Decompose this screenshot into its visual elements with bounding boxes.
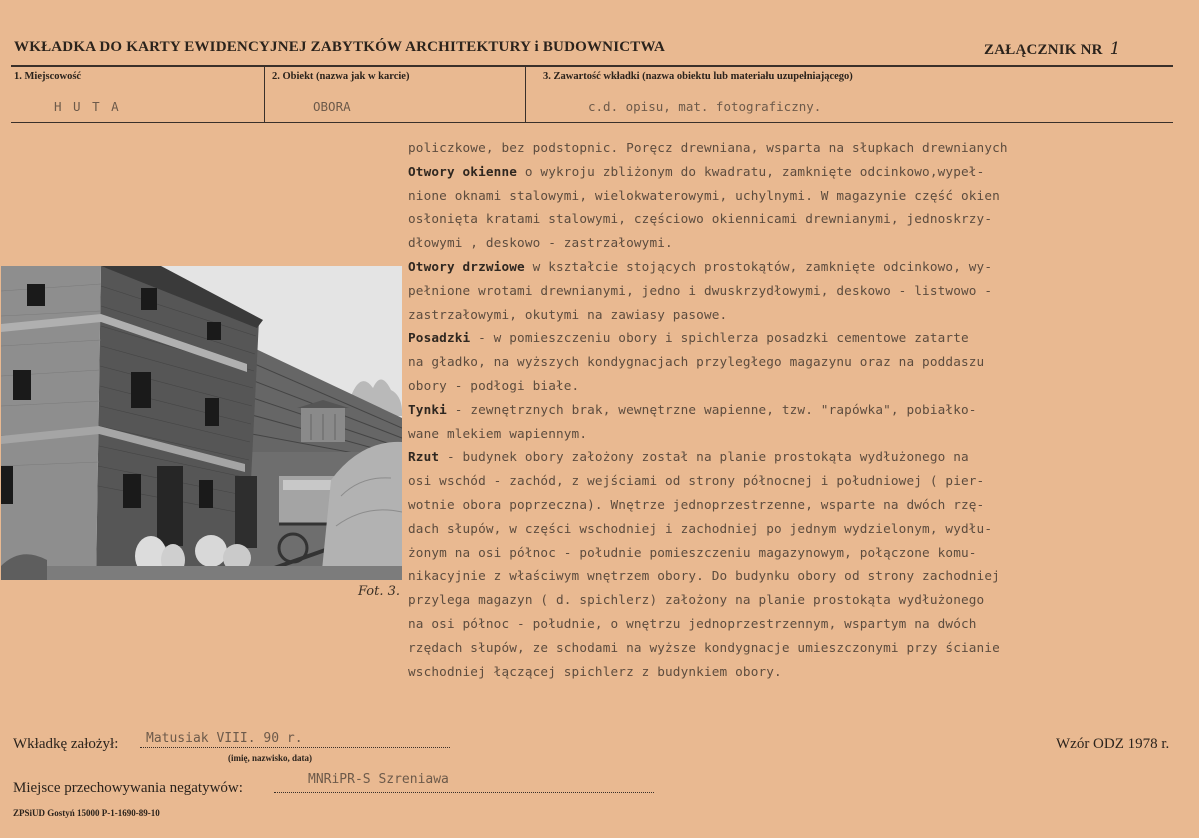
- line-text: pełnione wrotami drewnianymi, jedno i dwuskrzydłowymi, deskowo - listwowo -: [408, 282, 993, 298]
- negatives-value: MNRiPR-S Szreniawa: [308, 772, 449, 787]
- line-text: osłonięta kratami stalowymi, częściowo okiennicami drewnianymi, jednoskrzy-: [408, 211, 993, 227]
- fields-bottom-rule: [11, 122, 1173, 123]
- field-divider-1: [264, 66, 265, 123]
- line-text: na gładko, na wyższych kondygnacjach przyległego magazynu oraz na poddaszu: [408, 354, 985, 370]
- description-line: [408, 303, 1184, 327]
- locality-label: 1. Miejscowość: [14, 71, 82, 82]
- description-line: [408, 612, 1184, 636]
- description-line: [408, 493, 1184, 517]
- form-title: WKŁADKA DO KARTY EWIDENCYJNEJ ZABYTKÓW ARCHITEKTURY i BUDOWNICTWA: [14, 39, 666, 55]
- section-heading: Otwory drzwiowe: [408, 258, 525, 274]
- line-text: rzędach słupów, ze schodami na wyższe kondygnacje umieszczonymi przy ścianie: [408, 639, 1000, 655]
- section-heading: Tynki: [408, 401, 447, 417]
- negatives-dotted-line: [274, 792, 654, 793]
- description-line: [408, 350, 1184, 374]
- building-photo: [1, 266, 402, 580]
- description-line: [408, 445, 1184, 469]
- description-line: [408, 660, 1184, 684]
- description-line: [408, 469, 1184, 493]
- author-hint: (imię, nazwisko, data): [228, 753, 312, 763]
- line-text: policzkowe, bez podstopnic. Poręcz drewniana, wsparta na słupkach drewnianych: [408, 140, 1008, 155]
- section-heading: Rzut: [408, 449, 440, 465]
- line-text: o wykroju zbliżonym do kwadratu, zamknięte odcinkowo,wypeł-: [517, 163, 985, 179]
- description-line: [408, 636, 1184, 660]
- description-line: [408, 398, 1184, 422]
- description-line: [408, 541, 1184, 565]
- line-text: - w pomieszczeniu obory i spichlerza posadzki cementowe zatarte: [470, 330, 969, 346]
- line-text: na osi północ - południe, o wnętrzu jednoprzestrzennym, wspartym na dwóch: [408, 615, 977, 631]
- description-line: [408, 326, 1184, 350]
- header-rule: [11, 65, 1173, 67]
- description-text: [408, 136, 1184, 683]
- photo-caption: Fot. 3.: [358, 584, 401, 599]
- attachment-label: [984, 39, 1121, 59]
- author-label: Wkładkę założył:: [13, 736, 119, 752]
- line-text: dłowymi , deskowo - zastrzałowymi.: [408, 235, 673, 251]
- section-heading: Otwory okienne: [408, 163, 518, 179]
- object-label: 2. Obiekt (nazwa jak w karcie): [272, 71, 410, 82]
- line-text: w kształcie stojących prostokątów, zamknięte odcinkowo, wy-: [524, 258, 993, 274]
- description-line: [408, 564, 1184, 588]
- author-value: Matusiak VIII. 90 r.: [146, 731, 303, 746]
- negatives-label: Miejsce przechowywania negatywów:: [13, 780, 243, 796]
- attachment-number: 1: [1109, 39, 1121, 59]
- locality-value: H U T A: [54, 99, 121, 114]
- line-text: dach słupów, w części wschodniej i zachodniej po jednym wydzielonym, wydłu-: [408, 520, 993, 536]
- line-text: - zewnętrznych brak, wewnętrzne wapienne, tzw. "rapówka", pobiałko-: [446, 401, 977, 417]
- line-text: osi wschód - zachód, z wejściami od strony północnej i południowej ( pier-: [408, 473, 985, 489]
- barn-photo-illustration: [1, 266, 402, 580]
- description-line: [408, 160, 1184, 184]
- line-text: nikacyjnie z właściwym wnętrzem obory. Do budynku obory od strony zachodniej: [408, 568, 1000, 584]
- description-line: [408, 207, 1184, 231]
- description-line: [408, 422, 1184, 446]
- content-label: 3. Zawartość wkładki (nazwa obiektu lub materiału uzupełniającego): [543, 71, 853, 82]
- description-line: [408, 588, 1184, 612]
- line-text: wane mlekiem wapiennym.: [408, 425, 588, 441]
- line-text: zastrzałowymi, okutymi na zawiasy pasowe.: [408, 306, 728, 322]
- object-value: OBORA: [313, 99, 351, 114]
- line-text: obory - podłogi białe.: [408, 377, 580, 393]
- description-line: [408, 136, 1184, 160]
- description-line: [408, 184, 1184, 208]
- field-divider-2: [525, 66, 526, 123]
- line-text: wotnie obora poprzeczna). Wnętrze jednoprzestrzenne, wsparte na dwóch rzę-: [408, 496, 985, 512]
- attachment-label-text: ZAŁĄCZNIK NR: [984, 42, 1103, 58]
- description-line: [408, 374, 1184, 398]
- section-heading: Posadzki: [408, 330, 471, 346]
- print-info: ZPSiUD Gostyń 15000 P-1-1690-89-10: [13, 808, 160, 818]
- line-text: - budynek obory założony został na planie prostokąta wydłużonego na: [439, 449, 969, 465]
- content-value: c.d. opisu, mat. fotograficzny.: [588, 99, 822, 114]
- description-line: [408, 255, 1184, 279]
- model-label: Wzór ODZ 1978 r.: [1056, 736, 1170, 752]
- description-line: [408, 231, 1184, 255]
- line-text: nione oknami stalowymi, wielokwaterowymi, uchylnymi. W magazynie część okien: [408, 187, 1000, 203]
- author-dotted-line: [140, 747, 450, 748]
- line-text: wschodniej łączącej spichlerz z budynkiem obory.: [408, 663, 782, 679]
- description-line: [408, 517, 1184, 541]
- description-line: [408, 279, 1184, 303]
- line-text: przylega magazyn ( d. spichlerz) założony na planie prostokąta wydłużonego: [408, 592, 985, 608]
- line-text: żonym na osi północ - południe pomieszczeniu magazynowym, połączone komu-: [408, 544, 977, 560]
